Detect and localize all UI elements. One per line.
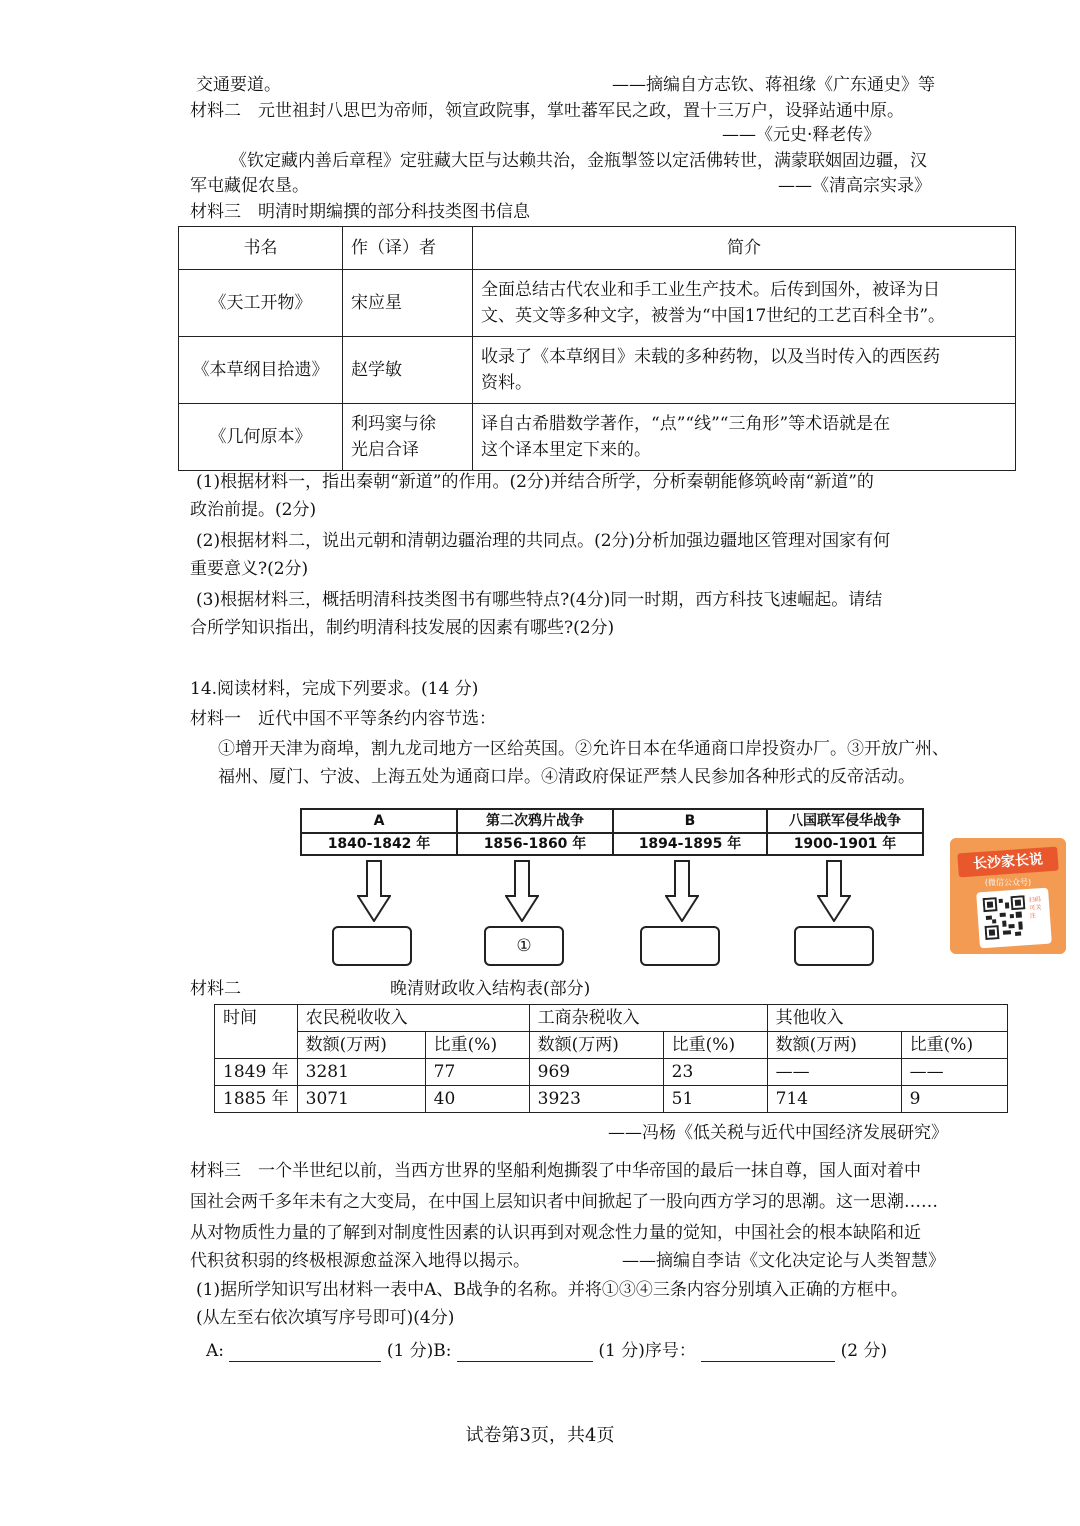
down-arrow-icon bbox=[357, 860, 391, 922]
intro-line: 文、英文等多种文字，被誉为“中国17世纪的工艺百科全书”。 bbox=[481, 306, 946, 326]
down-arrow-icon bbox=[505, 860, 539, 922]
material-three-line-4: 代积贫积弱的终极根源愈益深入地得以揭示。 bbox=[190, 1251, 530, 1271]
intro-line: 这个译本里定下来的。 bbox=[481, 440, 651, 460]
war-years: 1894-1895 年 bbox=[638, 836, 742, 852]
material-two-source-2: ——《清高宗实录》 bbox=[778, 176, 931, 196]
war-years: 1840-1842 年 bbox=[327, 836, 431, 852]
material-two-line-1: 材料二 元世祖封八思巴为帝师，领宣政院事，掌吐蕃军民之政，置十三万户，设驿站通中原。 bbox=[190, 101, 904, 121]
intro-line: 全面总结古代农业和手工业生产技术。后传到国外，被译为日 bbox=[481, 280, 940, 300]
q14-material-one-title: 材料一 近代中国不平等条约内容节选： bbox=[190, 709, 496, 729]
intro-line: 收录了《本草纲目》未载的多种药物，以及当时传入的西医药 bbox=[481, 347, 940, 367]
answer-order-score: (2 分) bbox=[840, 1341, 888, 1361]
material-three-title: 材料三 明清时期编撰的部分科技类图书信息 bbox=[190, 202, 530, 222]
logo-title: 长沙家长说 bbox=[957, 847, 1058, 878]
book-intro bbox=[473, 337, 1016, 404]
answer-box bbox=[332, 926, 412, 966]
war-header bbox=[300, 808, 458, 856]
cell-year: 1849 年 bbox=[215, 1059, 298, 1086]
q13-2-line-2: 重要意义?(2分) bbox=[190, 559, 309, 579]
war-timeline-diagram bbox=[300, 808, 924, 968]
author-line: 光启合译 bbox=[351, 440, 419, 460]
book-intro bbox=[473, 270, 1016, 337]
answer-a-blank[interactable] bbox=[229, 1343, 381, 1362]
header-time: 时间 bbox=[215, 1005, 298, 1059]
war-header bbox=[456, 808, 614, 856]
q13-2-line-1: (2)根据材料二，说出元朝和清朝边疆治理的共同点。(2分)分析加强边疆地区管理对国家有何 bbox=[196, 531, 891, 551]
answer-order-blank[interactable] bbox=[701, 1343, 835, 1362]
cell-value: 77 bbox=[425, 1059, 529, 1086]
table-row bbox=[215, 1086, 1008, 1113]
q14-1-line-2: (从左至右依次填写序号即可)(4分) bbox=[196, 1308, 455, 1328]
q13-1-line-1: (1)根据材料一，指出秦朝“新道”的作用。(2分)并结合所学，分析秦朝能修筑岭南“新道”的 bbox=[196, 472, 874, 492]
subheader-amount: 数额(万两) bbox=[297, 1032, 425, 1059]
book-author bbox=[343, 404, 473, 471]
war-years: 1856-1860 年 bbox=[483, 836, 587, 852]
material-three-line-1: 材料三 一个半世纪以前，当西方世界的坚船利炮撕裂了中华帝国的最后一抹自尊，国人面对着中 bbox=[190, 1161, 921, 1181]
cell-value: 3923 bbox=[529, 1086, 663, 1113]
answer-box: ① bbox=[484, 926, 564, 966]
material-three-line-2: 国社会两千多年未有之大变局，在中国上层知识者中间掀起了一股向西方学习的思潮。这一思潮…… bbox=[190, 1192, 938, 1212]
war-header bbox=[766, 808, 924, 856]
q14-title: 14.阅读材料，完成下列要求。(14 分) bbox=[190, 679, 479, 699]
cell-value: —— bbox=[901, 1059, 1007, 1086]
subheader-ratio: 比重(%) bbox=[901, 1032, 1007, 1059]
cell-year: 1885 年 bbox=[215, 1086, 298, 1113]
qr-card bbox=[976, 888, 1052, 949]
science-books-table bbox=[178, 226, 1016, 471]
material-one-source: ——摘编自方志钦、蒋祖缘《广东通史》等 bbox=[612, 75, 935, 95]
qr-card-text: 扫码可关注 bbox=[1028, 896, 1042, 920]
war-name: 第二次鸦片战争 bbox=[458, 810, 612, 834]
answer-a-label: A: bbox=[206, 1341, 225, 1361]
war-name: A bbox=[302, 810, 456, 834]
subheader-amount: 数额(万两) bbox=[529, 1032, 663, 1059]
material-two-line-2: 《钦定藏内善后章程》定驻藏大臣与达赖共治，金瓶掣签以定活佛转世，满蒙联姻固边疆，汉 bbox=[230, 151, 927, 171]
header-group: 工商杂税收入 bbox=[529, 1005, 767, 1032]
cell-value: 3281 bbox=[297, 1059, 425, 1086]
cell-value: 40 bbox=[425, 1086, 529, 1113]
book-intro bbox=[473, 404, 1016, 471]
war-years: 1900-1901 年 bbox=[793, 836, 897, 852]
cell-value: 51 bbox=[663, 1086, 767, 1113]
answer-a-score: (1 分)B: bbox=[386, 1341, 452, 1361]
table-row bbox=[179, 404, 1016, 471]
answer-box bbox=[794, 926, 874, 966]
answer-box bbox=[640, 926, 720, 966]
answer-b-score: (1 分)序号： bbox=[598, 1341, 696, 1361]
subheader-ratio: 比重(%) bbox=[425, 1032, 529, 1059]
qr-code-icon bbox=[983, 895, 1028, 940]
down-arrow-icon bbox=[665, 860, 699, 922]
header-book: 书名 bbox=[179, 227, 343, 270]
cell-value: 714 bbox=[767, 1086, 901, 1113]
war-header bbox=[612, 808, 768, 856]
down-arrow-icon bbox=[817, 860, 851, 922]
intro-line: 译自古希腊数学著作，“点”“线”“三角形”等术语就是在 bbox=[481, 414, 891, 434]
cell-value: 3071 bbox=[297, 1086, 425, 1113]
table-row bbox=[179, 270, 1016, 337]
book-name: 《本草纲目拾遗》 bbox=[179, 337, 343, 404]
page-footer: 试卷第3页，共4页 bbox=[465, 1425, 615, 1446]
q13-3-line-2: 合所学知识指出，制约明清科技发展的因素有哪些?(2分) bbox=[190, 618, 615, 638]
q14-1-line-1: (1)据所学知识写出材料一表中A、B战争的名称。并将①③④三条内容分别填入正确的方框中。 bbox=[196, 1280, 908, 1300]
table-row bbox=[179, 337, 1016, 404]
material-one-ending: 交通要道。 bbox=[196, 75, 281, 95]
header-group: 其他收入 bbox=[767, 1005, 1007, 1032]
header-group: 农民税收收入 bbox=[297, 1005, 529, 1032]
material-two-label: 材料二 bbox=[190, 979, 241, 999]
table2-source: ——冯杨《低关税与近代中国经济发展研究》 bbox=[608, 1123, 948, 1143]
subheader-ratio: 比重(%) bbox=[663, 1032, 767, 1059]
cell-value: 9 bbox=[901, 1086, 1007, 1113]
cell-value: 23 bbox=[663, 1059, 767, 1086]
book-name: 《几何原本》 bbox=[179, 404, 343, 471]
material-three-source: ——摘编自李诘《文化决定论与人类智慧》 bbox=[622, 1251, 945, 1271]
war-name: B bbox=[614, 810, 766, 834]
book-author: 宋应星 bbox=[343, 270, 473, 337]
table-row bbox=[215, 1059, 1008, 1086]
book-name: 《天工开物》 bbox=[179, 270, 343, 337]
war-name: 八国联军侵华战争 bbox=[768, 810, 922, 834]
table-header-row bbox=[179, 227, 1016, 270]
q13-3-line-1: (3)根据材料三，概括明清科技类图书有哪些特点?(4分)同一时期，西方科技飞速崛起。请结 bbox=[196, 590, 883, 610]
table-header-row bbox=[215, 1005, 1008, 1032]
answer-b-blank[interactable] bbox=[457, 1343, 593, 1362]
treaty-line-2: 福州、厦门、宁波、上海五处为通商口岸。④清政府保证严禁人民参加各种形式的反帝活动。 bbox=[218, 767, 915, 787]
material-two-source-1: ——《元史·释老传》 bbox=[722, 125, 881, 145]
answer-line bbox=[206, 1340, 887, 1362]
logo-subtitle: (微信公众号) bbox=[984, 878, 1032, 887]
cell-value: 969 bbox=[529, 1059, 663, 1086]
wechat-account-logo bbox=[950, 838, 1066, 954]
finance-income-table bbox=[214, 1004, 1008, 1113]
treaty-line-1: ①增开天津为商埠，割九龙司地方一区给英国。②允许日本在华通商口岸投资办厂。③开放广州、 bbox=[218, 739, 949, 759]
material-two-table-title: 晚清财政收入结构表(部分) bbox=[390, 979, 591, 999]
table-subheader-row bbox=[215, 1032, 1008, 1059]
author-line: 利玛窦与徐 bbox=[351, 414, 436, 434]
intro-line: 资料。 bbox=[481, 373, 532, 393]
header-intro: 简介 bbox=[473, 227, 1016, 270]
material-three-line-3: 从对物质性力量的了解到对制度性因素的认识再到对观念性力量的觉知，中国社会的根本缺陷和近 bbox=[190, 1223, 921, 1243]
book-author: 赵学敏 bbox=[343, 337, 473, 404]
subheader-amount: 数额(万两) bbox=[767, 1032, 901, 1059]
header-author: 作（译）者 bbox=[343, 227, 473, 270]
material-two-line-3: 军屯藏促农垦。 bbox=[190, 176, 309, 196]
cell-value: —— bbox=[767, 1059, 901, 1086]
q13-1-line-2: 政治前提。(2分) bbox=[190, 500, 317, 520]
